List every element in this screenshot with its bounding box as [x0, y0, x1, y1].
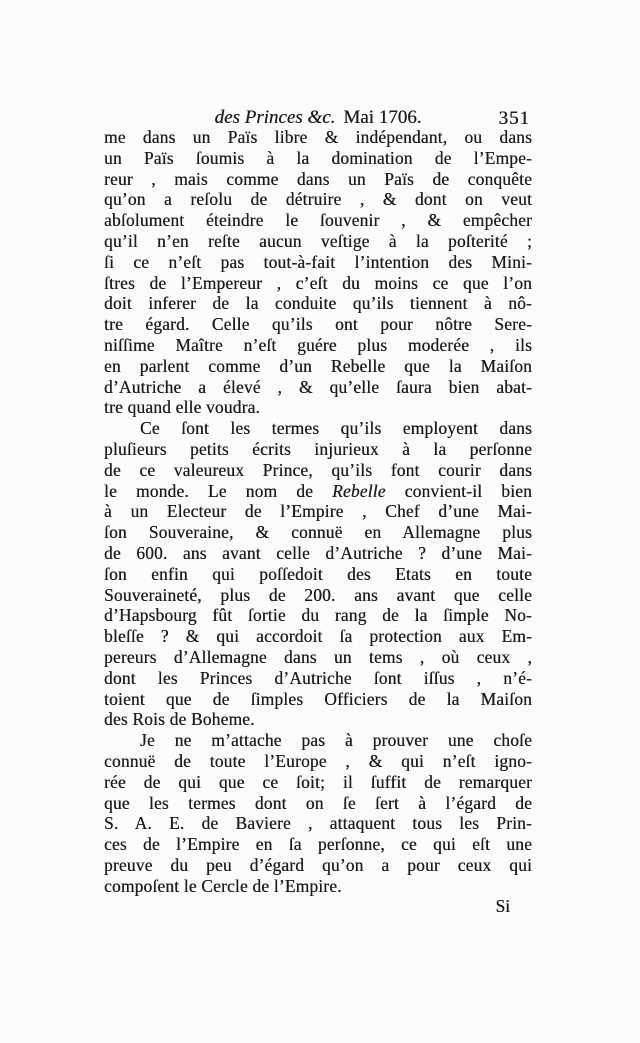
text-line: doit inferer de la conduite qu’ils tiennent à nô- [104, 293, 532, 314]
text-line: Je ne m’attache pas à prouver une choſe [140, 730, 532, 751]
text-line: me dans un Païs libre & indépendant, ou dans [104, 127, 532, 147]
text-line: en parlent comme d’un Rebelle que la Maiſon [104, 355, 532, 376]
text-line: d’Autriche a élevé , & qu’elle ſaura bien abat- [104, 376, 532, 397]
text-line: preuve du peu d’égard qu’on a pour ceux qui [104, 854, 532, 875]
text-line: qu’il n’en reſte aucun veſtige à la poſterité ; [104, 230, 532, 251]
text-line: le monde. Le nom de Rebelle convient-il bien [104, 480, 532, 501]
text-line: ſon enfin qui poſſedoit des Etats en toute [104, 563, 532, 584]
catchword: Si [495, 896, 510, 916]
text-line: que les termes dont on ſe ſert à l’égard de [104, 792, 532, 813]
text-line: Ce ſont les termes qu’ils employent dans [140, 418, 532, 439]
text-line: compoſent le Cercle de l’Empire. [104, 875, 342, 896]
header-section-title: des Princes &c. [214, 107, 336, 128]
text-block [104, 127, 532, 896]
text-line: connuë de toute l’Europe , & qui n’eſt igno- [104, 750, 532, 771]
text-line: toient que de ſimples Officiers de la Maiſon [104, 688, 532, 709]
text-line: pluſieurs petits écrits injurieux à la perſonne [104, 438, 532, 459]
text-line: de 600. ans avant celle d’Autriche ? d’une Mai- [104, 542, 532, 563]
text-line: dont les Princes d’Autriche ſont iſſus , n’é- [104, 667, 532, 688]
text-line: Souveraineté, plus de 200. ans avant que celle [104, 584, 532, 605]
text-line: reur , mais comme dans un Païs de conquête [104, 168, 532, 189]
text-line: ſtres de l’Empereur , c’eſt du moins ce que l’on [104, 272, 532, 293]
text-line: abſolument éteindre le ſouvenir , & empêcher [104, 210, 532, 231]
header-date: Mai 1706. [343, 107, 422, 128]
text-line: d’Hapsbourg fût ſortie du rang de la ſimple No- [104, 605, 532, 626]
text-line: rée de qui que ce ſoit; il ſuffit de remarquer [104, 771, 532, 792]
text-line: à un Electeur de l’Empire , Chef d’une Mai- [104, 501, 532, 522]
text-line: un Païs ſoumis à la domination de l’Empe- [104, 147, 532, 168]
text-line: ces de l’Empire en ſa perſonne, ce qui eſt une [104, 834, 532, 855]
text-line: S. A. E. de Baviere , attaquent tous les Prin- [104, 813, 532, 834]
text-line: ſi ce n’eſt pas tout-à-fait l’intention des Mini- [104, 251, 532, 272]
text-line: bleſſe ? & qui accordoit ſa protection aux Em- [104, 626, 532, 647]
text-line: tre égard. Celle qu’ils ont pour nôtre Sere- [104, 314, 532, 335]
text-line: tre quand elle voudra. [104, 397, 261, 418]
text-line: pereurs d’Allemagne dans un tems , où ceux , [104, 646, 532, 667]
text-line: de ce valeureux Prince, qu’ils font courir dans [104, 459, 532, 480]
text-line: ſon Souveraine, & connuë en Allemagne plus [104, 522, 532, 543]
text-line: niſſime Maître n’eſt guére plus moderée , ils [104, 334, 532, 355]
text-line: des Rois de Boheme. [104, 709, 255, 730]
page-number: 351 [498, 108, 530, 129]
text-line: qu’on a reſolu de détruire , & dont on veut [104, 189, 532, 210]
